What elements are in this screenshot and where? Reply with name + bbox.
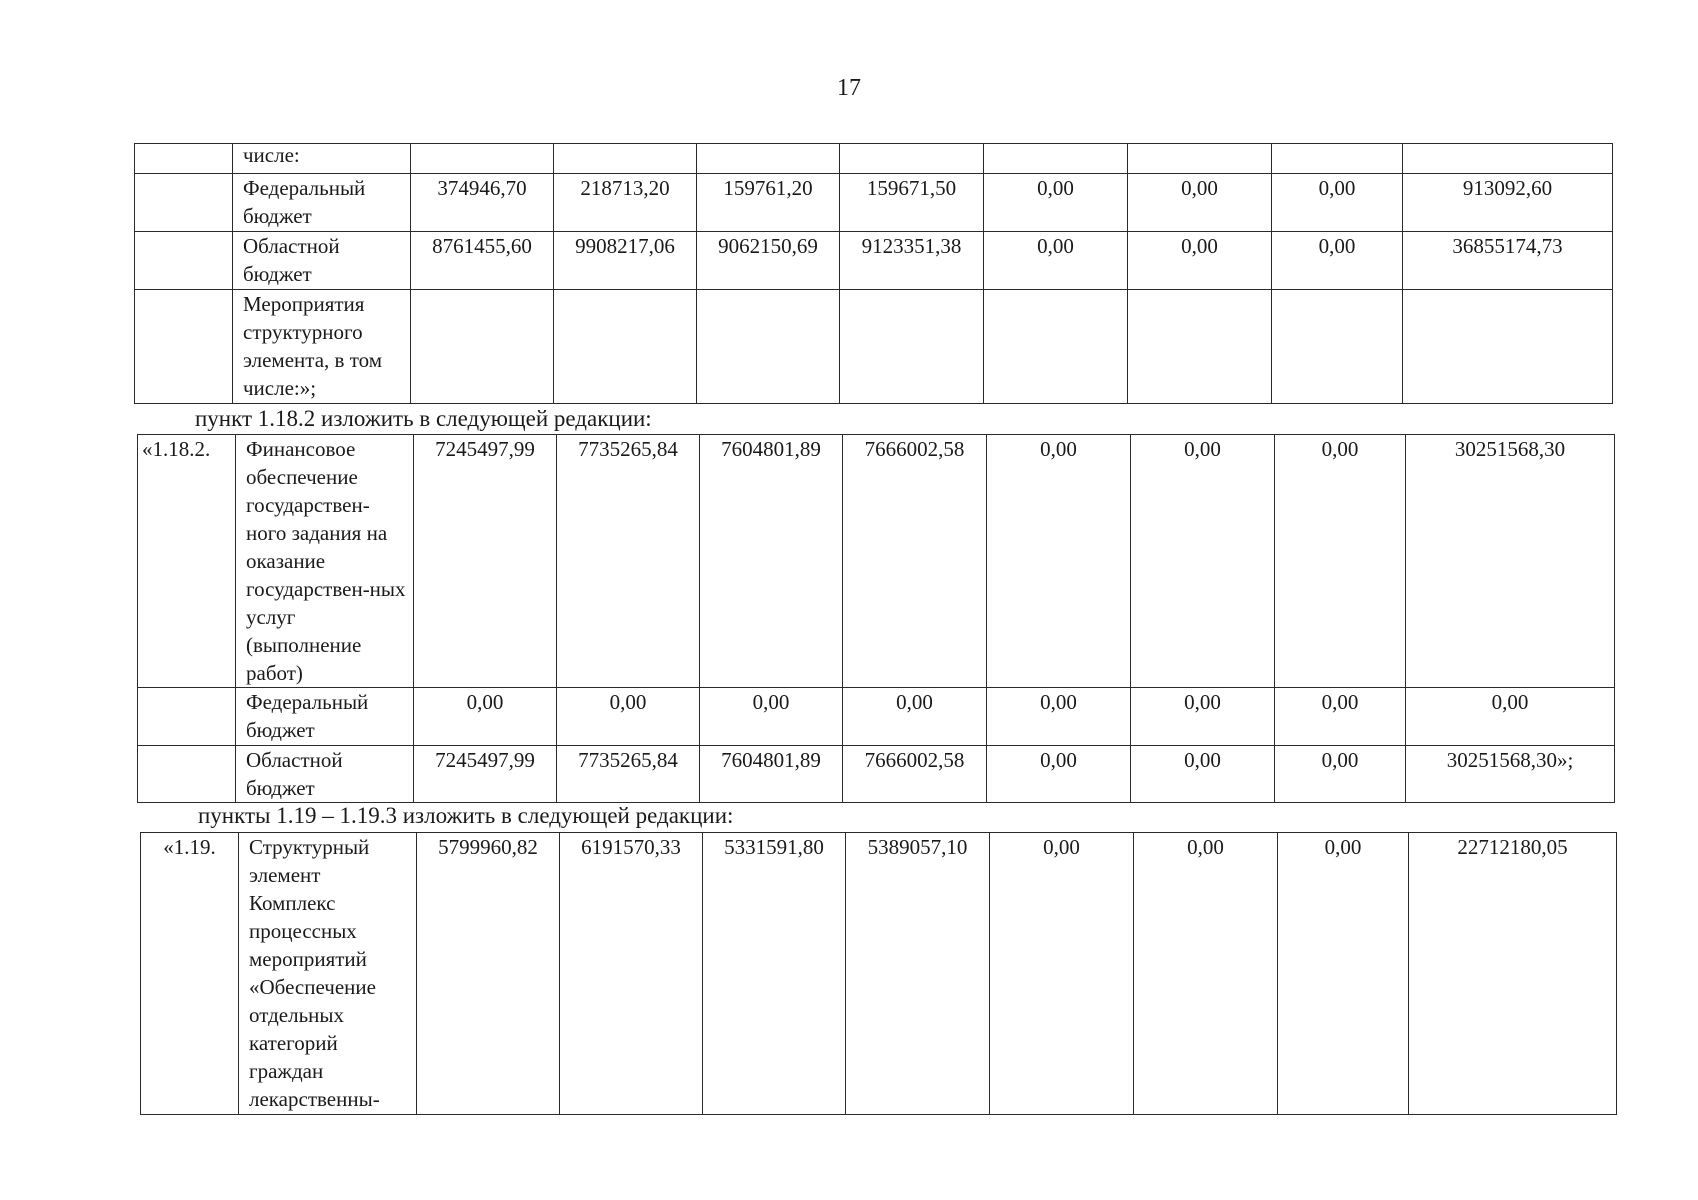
value-cell: 0,00 bbox=[987, 746, 1131, 803]
value-cell bbox=[411, 144, 554, 174]
value-cell: 0,00 bbox=[700, 688, 843, 746]
value-cell: 913092,60 bbox=[1403, 174, 1613, 232]
value-cell: 0,00 bbox=[990, 833, 1134, 1115]
value-cell: 0,00 bbox=[557, 688, 700, 746]
value-cell: 374946,70 bbox=[411, 174, 554, 232]
value-cell: 0,00 bbox=[1131, 435, 1275, 688]
row-code bbox=[138, 746, 236, 803]
table-row bbox=[138, 746, 1615, 803]
value-cell: 7604801,89 bbox=[700, 435, 843, 688]
value-cell bbox=[1272, 144, 1403, 174]
value-cell: 0,00 bbox=[1278, 833, 1409, 1115]
value-cell: 0,00 bbox=[987, 688, 1131, 746]
row-label: Мероприятия структурного элемента, в том числе:»; bbox=[233, 290, 411, 404]
value-cell bbox=[697, 290, 840, 404]
value-cell: 0,00 bbox=[1272, 174, 1403, 232]
value-cell: 5389057,10 bbox=[846, 833, 990, 1115]
value-cell: 0,00 bbox=[1134, 833, 1278, 1115]
table-row bbox=[138, 688, 1615, 746]
value-cell: 0,00 bbox=[1131, 688, 1275, 746]
value-cell: 159671,50 bbox=[840, 174, 984, 232]
page-number: 17 bbox=[837, 75, 861, 101]
value-cell: 0,00 bbox=[1406, 688, 1615, 746]
budget-table-continuation bbox=[134, 143, 1613, 404]
amendment-instruction: пункты 1.19 – 1.19.3 изложить в следующей редакции: bbox=[198, 803, 734, 828]
value-cell: 7735265,84 bbox=[557, 746, 700, 803]
value-cell: 0,00 bbox=[1275, 435, 1406, 688]
table-row bbox=[135, 290, 1613, 404]
row-label: Федеральный бюджет bbox=[236, 688, 414, 746]
value-cell bbox=[840, 290, 984, 404]
value-cell: 36855174,73 bbox=[1403, 232, 1613, 290]
value-cell bbox=[984, 144, 1128, 174]
row-code bbox=[135, 144, 233, 174]
value-cell: 9908217,06 bbox=[554, 232, 697, 290]
value-cell: 5331591,80 bbox=[703, 833, 846, 1115]
table-row bbox=[141, 833, 1617, 1115]
value-cell: 6191570,33 bbox=[560, 833, 703, 1115]
row-code bbox=[135, 290, 233, 404]
value-cell: 0,00 bbox=[1128, 232, 1272, 290]
value-cell: 0,00 bbox=[843, 688, 987, 746]
value-cell: 9062150,69 bbox=[697, 232, 840, 290]
value-cell: 0,00 bbox=[984, 174, 1128, 232]
value-cell: 7604801,89 bbox=[700, 746, 843, 803]
amendment-instruction: пункт 1.18.2 изложить в следующей редакции: bbox=[195, 406, 652, 431]
value-cell bbox=[840, 144, 984, 174]
value-cell: 30251568,30 bbox=[1406, 435, 1615, 688]
value-cell bbox=[411, 290, 554, 404]
value-cell bbox=[1128, 144, 1272, 174]
value-cell bbox=[1128, 290, 1272, 404]
value-cell: 7245497,99 bbox=[414, 435, 557, 688]
row-label: Финансовое обеспечение государствен-ного задания на оказание государствен-ных услуг (выполнение работ) bbox=[236, 435, 414, 688]
value-cell: 0,00 bbox=[1275, 746, 1406, 803]
value-cell: 0,00 bbox=[1275, 688, 1406, 746]
value-cell: 30251568,30»; bbox=[1406, 746, 1615, 803]
row-code bbox=[135, 232, 233, 290]
row-code bbox=[138, 688, 236, 746]
value-cell: 7666002,58 bbox=[843, 435, 987, 688]
row-label: Областной бюджет bbox=[233, 232, 411, 290]
value-cell bbox=[1403, 144, 1613, 174]
value-cell bbox=[554, 290, 697, 404]
row-label: Федеральный бюджет bbox=[233, 174, 411, 232]
value-cell: 7245497,99 bbox=[414, 746, 557, 803]
value-cell: 7666002,58 bbox=[843, 746, 987, 803]
value-cell bbox=[1403, 290, 1613, 404]
row-code: «1.19. bbox=[141, 833, 239, 1115]
value-cell bbox=[554, 144, 697, 174]
row-label: числе: bbox=[233, 144, 411, 174]
row-label: Структурный элемент Комплекс процессных мероприятий «Обеспечение отдельных категорий граждан лекарственны- bbox=[239, 833, 417, 1115]
value-cell: 5799960,82 bbox=[417, 833, 560, 1115]
value-cell: 0,00 bbox=[414, 688, 557, 746]
budget-table-1-18-2 bbox=[137, 434, 1615, 803]
value-cell: 218713,20 bbox=[554, 174, 697, 232]
value-cell: 0,00 bbox=[984, 232, 1128, 290]
value-cell: 8761455,60 bbox=[411, 232, 554, 290]
table-row bbox=[135, 144, 1613, 174]
budget-table-1-19 bbox=[140, 832, 1617, 1115]
value-cell: 0,00 bbox=[1128, 174, 1272, 232]
value-cell: 159761,20 bbox=[697, 174, 840, 232]
table-row bbox=[138, 435, 1615, 688]
value-cell: 9123351,38 bbox=[840, 232, 984, 290]
value-cell bbox=[984, 290, 1128, 404]
row-label: Областной бюджет bbox=[236, 746, 414, 803]
value-cell: 0,00 bbox=[1272, 232, 1403, 290]
table-row bbox=[135, 232, 1613, 290]
value-cell: 7735265,84 bbox=[557, 435, 700, 688]
value-cell bbox=[697, 144, 840, 174]
value-cell: 0,00 bbox=[987, 435, 1131, 688]
table-row bbox=[135, 174, 1613, 232]
value-cell: 0,00 bbox=[1131, 746, 1275, 803]
value-cell: 22712180,05 bbox=[1409, 833, 1617, 1115]
row-code: «1.18.2. bbox=[138, 435, 236, 688]
value-cell bbox=[1272, 290, 1403, 404]
row-code bbox=[135, 174, 233, 232]
